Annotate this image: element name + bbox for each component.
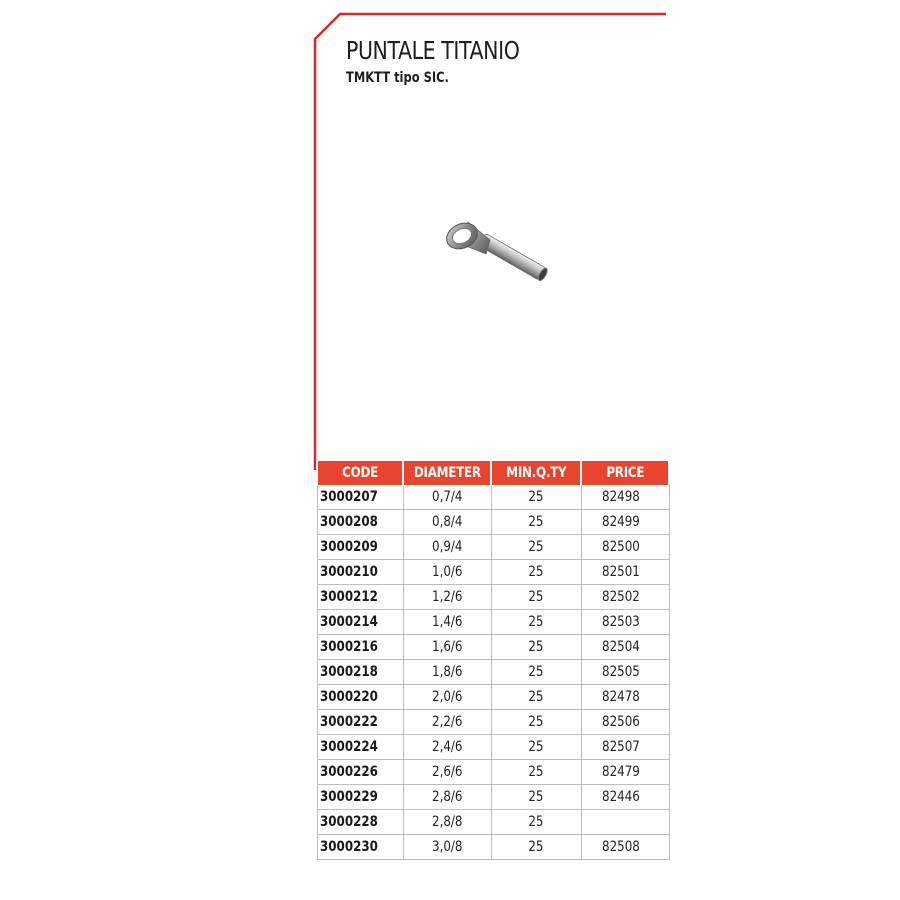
cell-min-qty: 25 — [491, 760, 581, 785]
cell-price: 82504 — [581, 635, 669, 660]
cell-min-qty: 25 — [491, 660, 581, 685]
cell-diameter: 0,8/4 — [403, 510, 491, 535]
table-row — [317, 685, 669, 710]
cell-code: 3000214 — [317, 610, 403, 635]
cell-min-qty: 25 — [491, 810, 581, 835]
rod-tip-top-guide-icon — [438, 212, 558, 292]
cell-code: 3000220 — [317, 685, 403, 710]
cell-code: 3000216 — [317, 635, 403, 660]
cell-price: 82479 — [581, 760, 669, 785]
cell-code: 3000229 — [317, 785, 403, 810]
cell-min-qty: 25 — [491, 685, 581, 710]
cell-diameter: 0,9/4 — [403, 535, 491, 560]
cell-code: 3000208 — [317, 510, 403, 535]
cell-code: 3000224 — [317, 735, 403, 760]
table-row — [317, 535, 669, 560]
cell-min-qty: 25 — [491, 510, 581, 535]
cell-price: 82502 — [581, 585, 669, 610]
table-row — [317, 835, 669, 860]
table-row — [317, 635, 669, 660]
column-header-code: CODE — [317, 461, 403, 485]
cell-price: 82499 — [581, 510, 669, 535]
cell-min-qty: 25 — [491, 735, 581, 760]
table-row — [317, 560, 669, 585]
cell-price: 82500 — [581, 535, 669, 560]
cell-diameter: 2,4/6 — [403, 735, 491, 760]
cell-min-qty: 25 — [491, 610, 581, 635]
cell-code: 3000226 — [317, 760, 403, 785]
cell-code: 3000218 — [317, 660, 403, 685]
product-spec-table — [316, 461, 670, 860]
table-row — [317, 610, 669, 635]
cell-diameter: 1,8/6 — [403, 660, 491, 685]
cell-min-qty: 25 — [491, 535, 581, 560]
cell-price: 82478 — [581, 685, 669, 710]
cell-min-qty: 25 — [491, 485, 581, 510]
cell-diameter: 1,2/6 — [403, 585, 491, 610]
cell-min-qty: 25 — [491, 585, 581, 610]
page-title: PUNTALE TITANIO — [346, 36, 520, 65]
column-header-min-qty: MIN.Q.TY — [491, 461, 581, 485]
cell-code: 3000222 — [317, 710, 403, 735]
cell-diameter: 2,8/6 — [403, 785, 491, 810]
table-row — [317, 760, 669, 785]
cell-min-qty: 25 — [491, 835, 581, 860]
cell-diameter: 2,2/6 — [403, 710, 491, 735]
cell-diameter: 2,0/6 — [403, 685, 491, 710]
table-header-row — [317, 461, 669, 485]
cell-price: 82501 — [581, 560, 669, 585]
cell-price: 82446 — [581, 785, 669, 810]
table-row — [317, 510, 669, 535]
table-row — [317, 710, 669, 735]
cell-price: 82505 — [581, 660, 669, 685]
cell-price: 82506 — [581, 710, 669, 735]
table-row — [317, 785, 669, 810]
cell-diameter: 3,0/8 — [403, 835, 491, 860]
column-header-price: PRICE — [581, 461, 669, 485]
cell-code: 3000210 — [317, 560, 403, 585]
cell-code: 3000209 — [317, 535, 403, 560]
cell-diameter: 2,6/6 — [403, 760, 491, 785]
cell-min-qty: 25 — [491, 560, 581, 585]
cell-min-qty: 25 — [491, 635, 581, 660]
cell-code: 3000212 — [317, 585, 403, 610]
cell-price — [581, 810, 669, 835]
cell-price: 82498 — [581, 485, 669, 510]
cell-min-qty: 25 — [491, 785, 581, 810]
cell-min-qty: 25 — [491, 710, 581, 735]
cell-price: 82507 — [581, 735, 669, 760]
cell-code: 3000230 — [317, 835, 403, 860]
table-row — [317, 485, 669, 510]
cell-diameter: 1,0/6 — [403, 560, 491, 585]
page-subtitle: TMKTT tipo SIC. — [346, 70, 449, 86]
cell-diameter: 2,8/8 — [403, 810, 491, 835]
table-row — [317, 585, 669, 610]
cell-price: 82503 — [581, 610, 669, 635]
cell-code: 3000207 — [317, 485, 403, 510]
table-row — [317, 810, 669, 835]
table-row — [317, 660, 669, 685]
column-header-diameter: DIAMETER — [403, 461, 491, 485]
table-row — [317, 735, 669, 760]
cell-price: 82508 — [581, 835, 669, 860]
cell-diameter: 1,4/6 — [403, 610, 491, 635]
cell-code: 3000228 — [317, 810, 403, 835]
cell-diameter: 1,6/6 — [403, 635, 491, 660]
cell-diameter: 0,7/4 — [403, 485, 491, 510]
